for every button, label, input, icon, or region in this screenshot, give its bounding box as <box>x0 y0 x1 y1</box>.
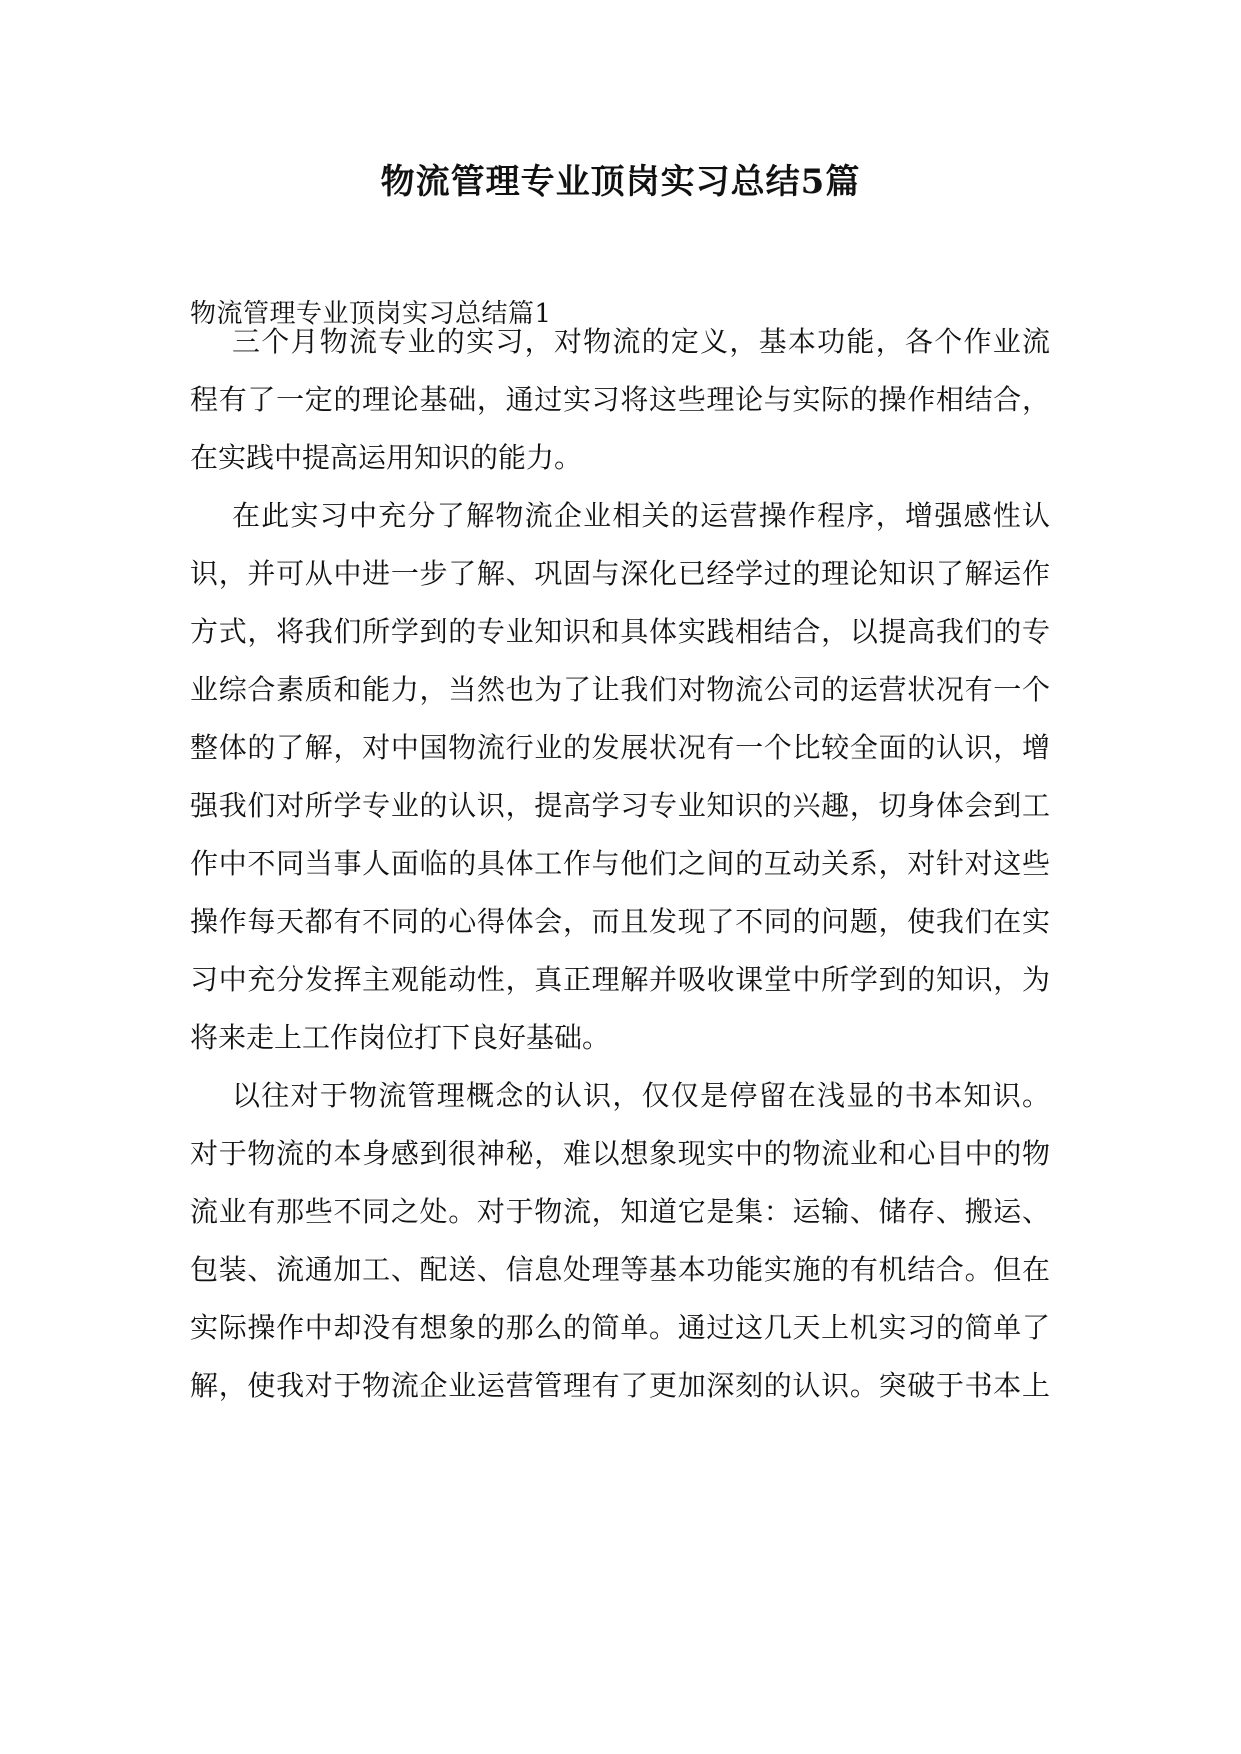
paragraph-2-line: 作中不同当事人面临的具体工作与他们之间的互动关系，对针对这些 <box>190 847 1050 880</box>
paragraph-3-line: 对于物流的本身感到很神秘，难以想象现实中的物流业和心目中的物 <box>190 1137 1050 1170</box>
paragraph-2-line: 整体的了解，对中国物流行业的发展状况有一个比较全面的认识，增 <box>190 731 1050 764</box>
paragraph-1-line: 三个月物流专业的实习，对物流的定义，基本功能，各个作业流 <box>232 325 1050 358</box>
paragraph-3-line: 实际操作中却没有想象的那么的简单。通过这几天上机实习的简单了 <box>190 1311 1050 1344</box>
paragraph-3-line: 流业有那些不同之处。对于物流，知道它是集：运输、储存、搬运、 <box>190 1195 1050 1228</box>
paragraph-2-line: 在此实习中充分了解物流企业相关的运营操作程序，增强感性认 <box>232 499 1050 532</box>
paragraph-3-line: 以往对于物流管理概念的认识，仅仅是停留在浅显的书本知识。 <box>232 1079 1050 1112</box>
paragraph-2-line: 将来走上工作岗位打下良好基础。 <box>190 1021 611 1054</box>
paragraph-2-line: 操作每天都有不同的心得体会，而且发现了不同的问题，使我们在实 <box>190 905 1050 938</box>
paragraph-2-line: 方式，将我们所学到的专业知识和具体实践相结合，以提高我们的专 <box>190 615 1050 648</box>
document-title: 物流管理专业顶岗实习总结5篇 <box>380 162 861 202</box>
paragraph-3-line: 解，使我对于物流企业运营管理有了更加深刻的认识。突破于书本上 <box>190 1369 1050 1402</box>
paragraph-2-line: 习中充分发挥主观能动性，真正理解并吸收课堂中所学到的知识，为 <box>190 963 1050 996</box>
paragraph-2-line: 业综合素质和能力，当然也为了让我们对物流公司的运营状况有一个 <box>190 673 1050 706</box>
paragraph-1-line: 在实践中提高运用知识的能力。 <box>190 441 583 474</box>
paragraph-3-line: 包装、流通加工、配送、信息处理等基本功能实施的有机结合。但在 <box>190 1253 1050 1286</box>
section-heading: 物流管理专业顶岗实习总结篇1 <box>190 299 552 329</box>
paragraph-1-line: 程有了一定的理论基础，通过实习将这些理论与实际的操作相结合， <box>190 383 1050 416</box>
paragraph-2-line: 识，并可从中进一步了解、巩固与深化已经学过的理论知识了解运作 <box>190 557 1050 590</box>
paragraph-2-line: 强我们对所学专业的认识，提高学习专业知识的兴趣，切身体会到工 <box>190 789 1050 822</box>
